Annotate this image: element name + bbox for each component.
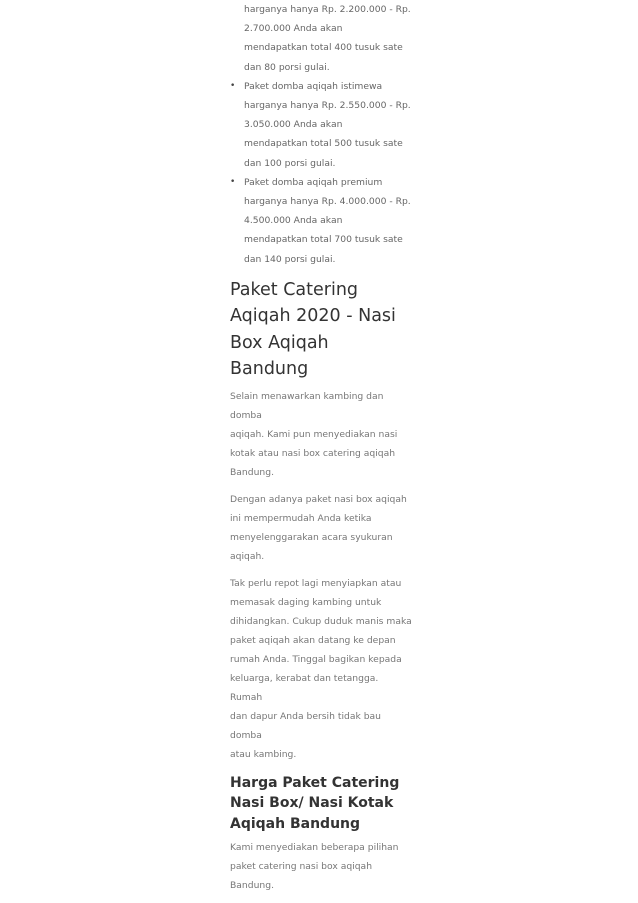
- text-line: dihidangkan. Cukup duduk manis maka: [230, 615, 412, 627]
- text-line: mendapatkan total 500 tusuk sate: [244, 138, 403, 150]
- text-line: ini mempermudah Anda ketika: [230, 512, 372, 524]
- paragraph: [230, 574, 412, 764]
- text-line: 2.700.000 Anda akan: [244, 23, 343, 35]
- text-line: atau kambing.: [230, 748, 297, 760]
- bullet-icon: •: [230, 80, 236, 91]
- text-line: Bandung.: [230, 466, 274, 478]
- text-line: Tak perlu repot lagi menyiapkan atau: [230, 577, 402, 589]
- text-line: memasak daging kambing untuk: [230, 596, 382, 608]
- paragraph: [230, 490, 412, 566]
- text-line: rumah Anda. Tinggal bagikan kepada: [230, 653, 402, 665]
- paragraph: [230, 387, 412, 482]
- text-line: dan 100 porsi gulai.: [244, 157, 336, 169]
- text-line: Dengan adanya paket nasi box aqiqah: [230, 493, 407, 505]
- section-heading-harga: [230, 773, 412, 835]
- text-line: kotak atau nasi box catering aqiqah: [230, 447, 396, 459]
- text-line: harganya hanya Rp. 2.550.000 - Rp.: [244, 100, 411, 112]
- text-line: Bandung.: [230, 880, 274, 892]
- package-list: [230, 77, 412, 269]
- heading-line: Nasi Box/ Nasi Kotak: [230, 795, 394, 812]
- text-line: mendapatkan total 700 tusuk sate: [244, 234, 403, 246]
- heading-line: Bandung: [230, 359, 309, 380]
- text-line: aqiqah.: [230, 550, 265, 562]
- list-item: [230, 77, 412, 173]
- text-line: Paket domba aqiqah istimewa: [244, 80, 383, 92]
- text-line: dan 140 porsi gulai.: [244, 253, 336, 265]
- text-line: dan dapur Anda bersih tidak bau domba: [230, 710, 381, 741]
- section-heading-catering: [230, 277, 412, 383]
- text-line: keluarga, kerabat dan tetangga. Rumah: [230, 672, 379, 703]
- list-item-continued: [230, 0, 412, 77]
- text-line: menyelenggarakan acara syukuran: [230, 531, 393, 543]
- heading-line: Aqiqah Bandung: [230, 815, 361, 832]
- paragraph: [230, 838, 412, 895]
- text-line: 3.050.000 Anda akan: [244, 119, 343, 131]
- text-line: paket catering nasi box aqiqah: [230, 861, 373, 873]
- text-line: Selain menawarkan kambing dan domba: [230, 390, 384, 421]
- text-line: harganya hanya Rp. 4.000.000 - Rp.: [244, 196, 411, 208]
- heading-line: Box Aqiqah: [230, 332, 329, 353]
- text-line: mendapatkan total 400 tusuk sate: [244, 42, 403, 54]
- text-line: 4.500.000 Anda akan: [244, 215, 343, 227]
- heading-line: Harga Paket Catering: [230, 774, 400, 791]
- text-line: Kami menyediakan beberapa pilihan: [230, 842, 399, 854]
- bullet-icon: •: [230, 176, 236, 187]
- list-item: [230, 173, 412, 269]
- text-line: paket aqiqah akan datang ke depan: [230, 634, 396, 646]
- text-line: dan 80 porsi gulai.: [244, 61, 330, 73]
- heading-line: Paket Catering: [230, 279, 359, 300]
- text-line: Paket domba aqiqah premium: [244, 176, 383, 188]
- text-line: harganya hanya Rp. 2.200.000 - Rp.: [244, 4, 411, 15]
- article-column: [230, 0, 412, 903]
- text-line: aqiqah. Kami pun menyediakan nasi: [230, 428, 398, 440]
- heading-line: Aqiqah 2020 - Nasi: [230, 306, 396, 327]
